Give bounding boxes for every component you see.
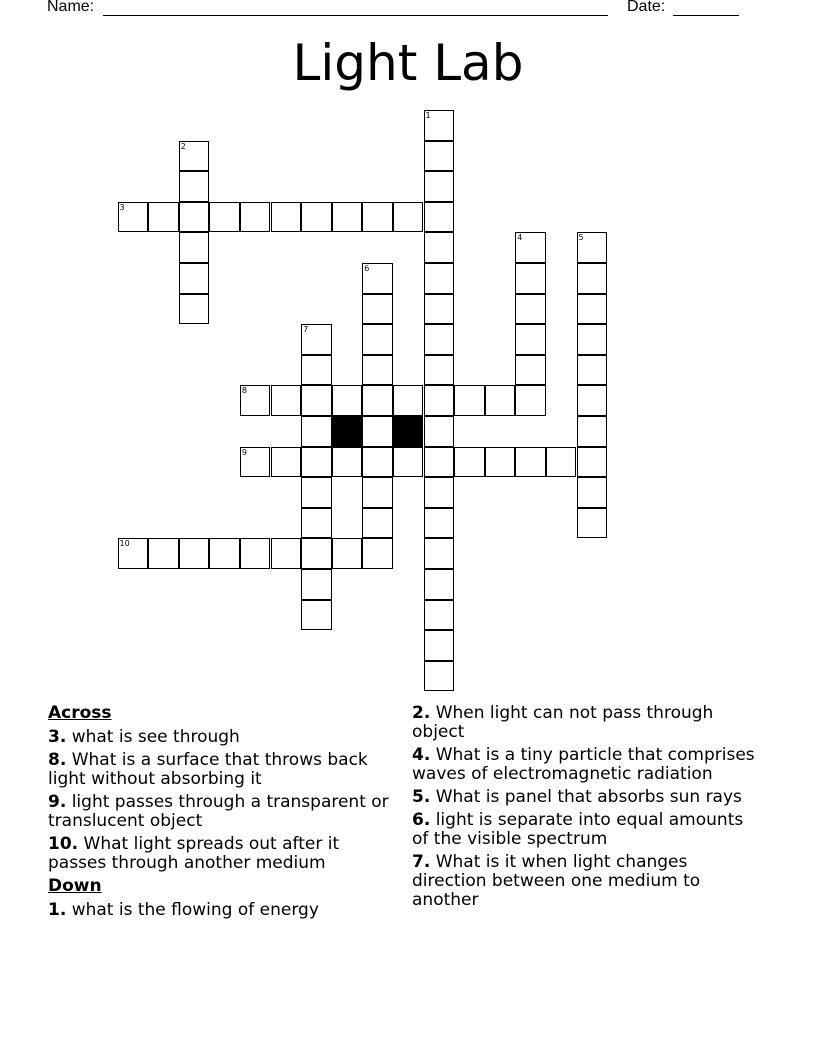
grid-cell[interactable] xyxy=(362,355,393,386)
grid-cell[interactable] xyxy=(179,294,210,325)
grid-cell[interactable] xyxy=(515,385,546,416)
grid-cell[interactable] xyxy=(485,447,516,478)
grid-cell[interactable] xyxy=(424,263,455,294)
clue-down-7: 7. What is it when light changes direction between one medium to another xyxy=(412,852,701,910)
grid-cell[interactable] xyxy=(577,477,608,508)
grid-cell[interactable] xyxy=(240,538,271,569)
clue-number-label: 7 xyxy=(303,325,309,335)
grid-cell[interactable] xyxy=(424,355,455,386)
grid-cell[interactable] xyxy=(424,202,455,233)
grid-cell[interactable] xyxy=(362,538,393,569)
grid-cell[interactable] xyxy=(424,110,455,141)
grid-cell[interactable] xyxy=(301,569,332,600)
grid-cell[interactable] xyxy=(362,385,393,416)
clue-number-label: 8 xyxy=(241,386,247,396)
grid-cell[interactable] xyxy=(301,447,332,478)
grid-cell[interactable] xyxy=(424,630,455,661)
grid-cell[interactable] xyxy=(271,385,302,416)
grid-cell[interactable] xyxy=(240,202,271,233)
grid-cell[interactable] xyxy=(424,600,455,631)
grid-cell[interactable] xyxy=(179,232,210,263)
clue-across-8: 8. What is a surface that throws back light without absorbing it xyxy=(48,750,368,789)
grid-cell[interactable] xyxy=(301,508,332,539)
clue-number-label: 9 xyxy=(241,447,247,457)
clue-number-label: 1 xyxy=(425,111,431,120)
grid-cell[interactable] xyxy=(515,355,546,386)
grid-cell[interactable] xyxy=(301,600,332,631)
clue-down-5: 5. What is panel that absorbs sun rays xyxy=(412,787,742,807)
grid-cell[interactable] xyxy=(577,263,608,294)
grid-cell[interactable] xyxy=(485,385,516,416)
clue-number-label: 10 xyxy=(119,539,130,549)
grid-cell[interactable] xyxy=(424,661,455,692)
grid-cell[interactable] xyxy=(577,355,608,386)
grid-cell[interactable] xyxy=(362,202,393,233)
across-heading: Across xyxy=(48,703,112,723)
grid-cell[interactable] xyxy=(301,538,332,569)
grid-cell[interactable] xyxy=(332,538,363,569)
grid-cell[interactable] xyxy=(515,324,546,355)
grid-cell[interactable] xyxy=(301,385,332,416)
grid-cell[interactable] xyxy=(362,324,393,355)
grid-cell[interactable] xyxy=(179,263,210,294)
grid-cell[interactable] xyxy=(362,294,393,325)
grid-cell[interactable] xyxy=(271,447,302,478)
grid-cell[interactable] xyxy=(454,447,485,478)
grid-cell[interactable] xyxy=(179,538,210,569)
grid-cell[interactable] xyxy=(301,477,332,508)
grid-cell[interactable] xyxy=(424,508,455,539)
clue-number-label: 2 xyxy=(180,141,186,151)
grid-cell[interactable] xyxy=(271,202,302,233)
grid-cell[interactable] xyxy=(240,385,271,416)
clue-across-3: 3. what is see through xyxy=(48,727,240,747)
grid-cell[interactable] xyxy=(424,294,455,325)
grid-cell[interactable] xyxy=(118,538,149,569)
page-title: Light Lab xyxy=(292,34,524,92)
grid-cell[interactable] xyxy=(424,447,455,478)
clues-left-column xyxy=(48,704,393,924)
black-square xyxy=(393,416,424,447)
grid-cell[interactable] xyxy=(332,385,363,416)
grid-cell[interactable] xyxy=(209,202,240,233)
grid-cell[interactable] xyxy=(362,263,393,294)
grid-cell[interactable] xyxy=(577,447,608,478)
name-label: Name: xyxy=(47,0,95,15)
grid-cell[interactable] xyxy=(362,447,393,478)
grid-cell[interactable] xyxy=(424,232,455,263)
clues-right-column xyxy=(412,704,757,914)
grid-cell[interactable] xyxy=(362,508,393,539)
grid-cell[interactable] xyxy=(515,447,546,478)
grid-cell[interactable] xyxy=(424,385,455,416)
grid-cell[interactable] xyxy=(454,385,485,416)
clue-number-label: 3 xyxy=(119,202,125,212)
grid-cell[interactable] xyxy=(515,294,546,325)
grid-cell[interactable] xyxy=(577,508,608,539)
grid-cell[interactable] xyxy=(362,477,393,508)
grid-cell[interactable] xyxy=(148,538,179,569)
grid-cell[interactable] xyxy=(424,569,455,600)
grid-cell[interactable] xyxy=(332,447,363,478)
clue-number-label: 6 xyxy=(364,264,370,273)
grid-cell[interactable] xyxy=(393,202,424,233)
grid-cell[interactable] xyxy=(577,294,608,325)
grid-cell[interactable] xyxy=(577,385,608,416)
grid-cell[interactable] xyxy=(301,416,332,447)
grid-cell[interactable] xyxy=(209,538,240,569)
grid-cell[interactable] xyxy=(301,202,332,233)
date-label: Date: xyxy=(627,0,666,15)
clue-down-4: 4. What is a tiny particle that comprises waves of electromagnetic radiation xyxy=(412,745,755,784)
grid-cell[interactable] xyxy=(393,447,424,478)
grid-cell[interactable] xyxy=(515,263,546,294)
grid-cell[interactable] xyxy=(577,416,608,447)
grid-cell[interactable] xyxy=(362,416,393,447)
clue-number-label: 5 xyxy=(578,233,584,243)
grid-cell[interactable] xyxy=(546,447,577,478)
grid-cell[interactable] xyxy=(577,324,608,355)
grid-cell[interactable] xyxy=(424,477,455,508)
grid-cell[interactable] xyxy=(179,171,210,202)
grid-cell[interactable] xyxy=(179,202,210,233)
clue-number-label: 4 xyxy=(517,233,523,243)
grid-cell[interactable] xyxy=(424,538,455,569)
grid-cell[interactable] xyxy=(424,171,455,202)
grid-cell[interactable] xyxy=(577,232,608,263)
down-heading: Down xyxy=(48,876,102,896)
grid-cell[interactable] xyxy=(424,416,455,447)
grid-cell[interactable] xyxy=(393,385,424,416)
clue-down-1: 1. what is the flowing of energy xyxy=(48,900,319,920)
grid-cell[interactable] xyxy=(148,202,179,233)
grid-cell[interactable] xyxy=(301,324,332,355)
grid-cell[interactable] xyxy=(424,141,455,172)
clue-down-6: 6. light is separate into equal amounts of the visible spectrum xyxy=(412,810,744,849)
grid-cell[interactable] xyxy=(179,141,210,172)
grid-cell[interactable] xyxy=(301,355,332,386)
clue-down-2: 2. When light can not pass through object xyxy=(412,703,714,742)
grid-cell[interactable] xyxy=(515,232,546,263)
black-square xyxy=(332,416,363,447)
grid-cell[interactable] xyxy=(240,447,271,478)
clue-across-9: 9. light passes through a transparent or translucent object xyxy=(48,792,389,831)
clue-across-10: 10. What light spreads out after it passes through another medium xyxy=(48,834,340,873)
grid-cell[interactable] xyxy=(332,202,363,233)
grid-cell[interactable] xyxy=(424,324,455,355)
grid-cell[interactable] xyxy=(271,538,302,569)
grid-cell[interactable] xyxy=(118,202,149,233)
